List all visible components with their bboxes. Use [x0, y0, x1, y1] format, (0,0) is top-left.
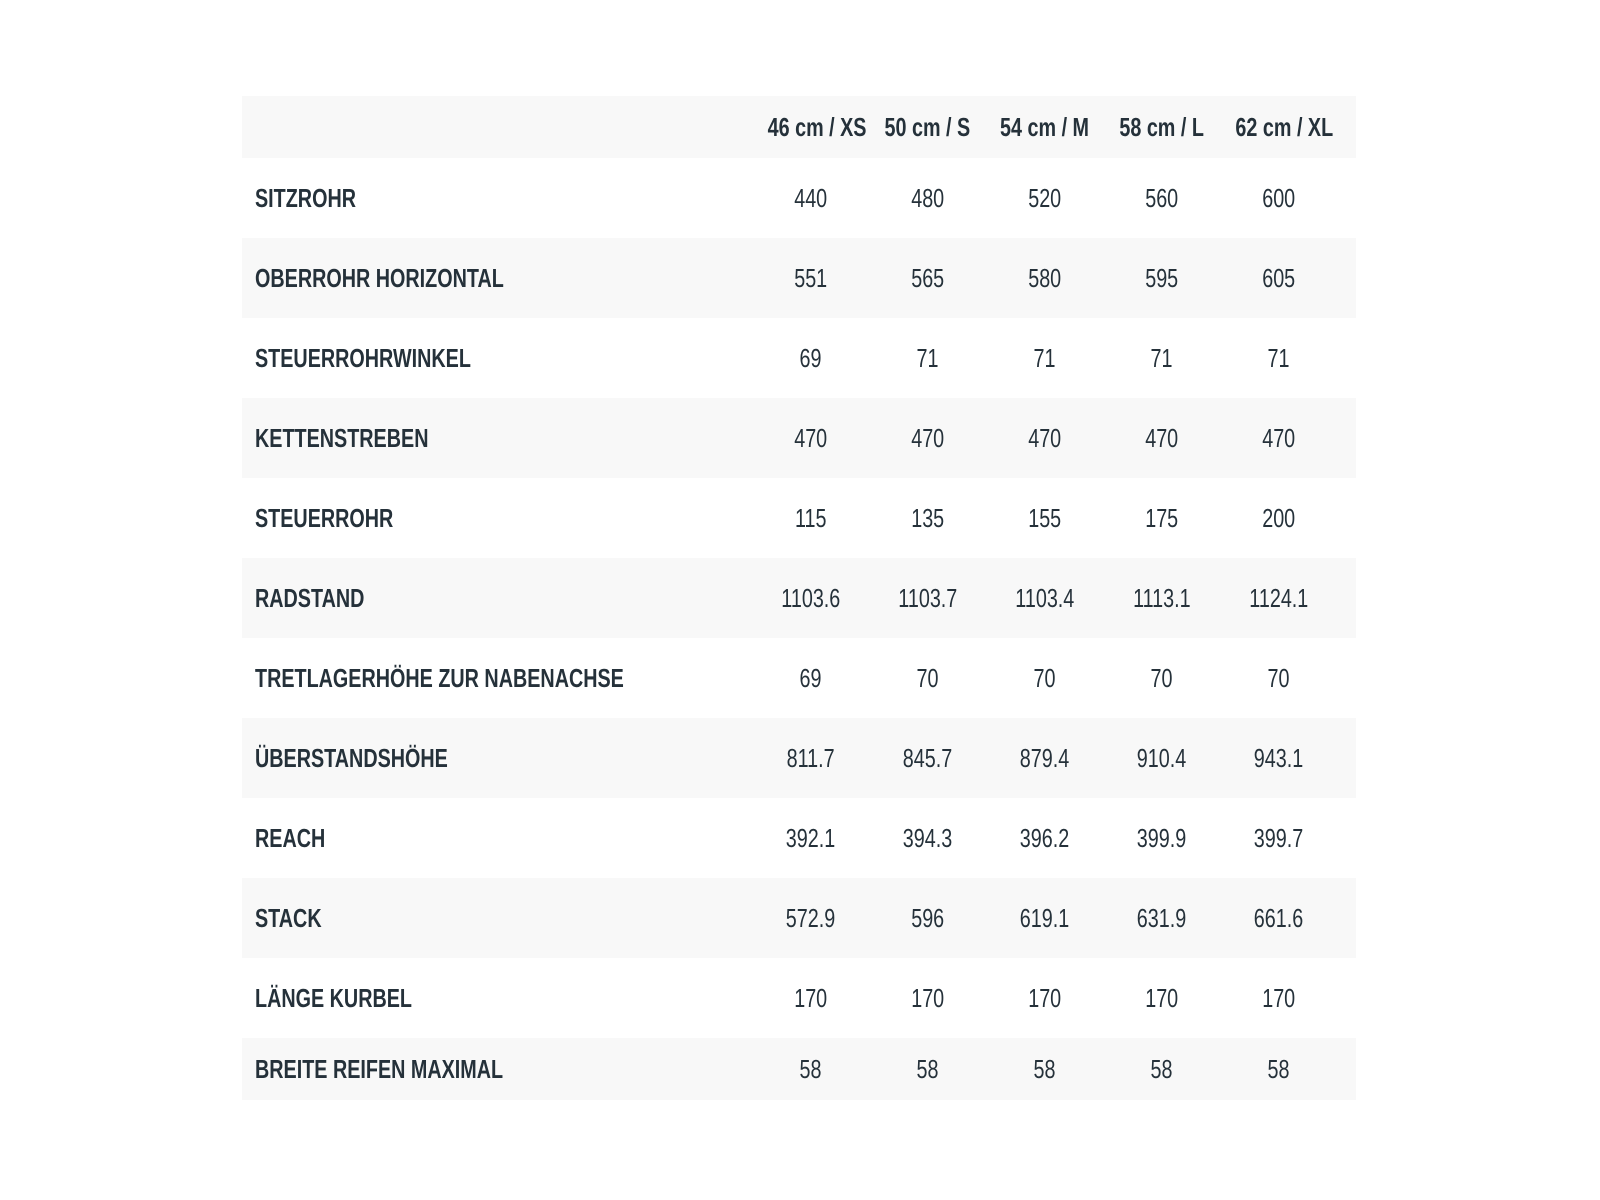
- table-row: [242, 158, 1356, 238]
- value-text: 58: [1033, 1054, 1056, 1084]
- row-label-cell: [242, 585, 752, 611]
- value-cell: [752, 425, 869, 451]
- value-cell: [869, 825, 986, 851]
- value-cell: [986, 345, 1103, 371]
- value-text: 58: [1150, 1054, 1173, 1084]
- value-text: 392.1: [785, 823, 836, 853]
- value-cell: [752, 185, 869, 211]
- value-cell: [1103, 905, 1220, 931]
- value-cell: [1103, 1056, 1220, 1082]
- column-header-label: 58 cm / L: [1119, 112, 1204, 142]
- value-text: 394.3: [902, 823, 953, 853]
- value-cell: [986, 1056, 1103, 1082]
- value-text: 69: [799, 663, 822, 693]
- row-label: TRETLAGERHÖHE ZUR NABENACHSE: [255, 663, 624, 693]
- value-text: 58: [1267, 1054, 1290, 1084]
- row-label-cell: [242, 345, 752, 371]
- row-label: OBERROHR HORIZONTAL: [255, 263, 504, 293]
- table-row: [242, 318, 1356, 398]
- value-cell: [986, 505, 1103, 531]
- value-text: 70: [1033, 663, 1056, 693]
- value-cell: [1103, 425, 1220, 451]
- row-label: SITZROHR: [255, 183, 356, 213]
- value-cell: [1220, 985, 1337, 1011]
- row-label: LÄNGE KURBEL: [255, 983, 412, 1013]
- value-cell: [869, 1056, 986, 1082]
- value-text: 572.9: [785, 903, 836, 933]
- row-label: ÜBERSTANDSHÖHE: [255, 743, 448, 773]
- value-text: 69: [799, 343, 822, 373]
- table-row: [242, 558, 1356, 638]
- row-label: STACK: [255, 903, 322, 933]
- row-label-cell: [242, 825, 752, 851]
- column-header-label: 50 cm / S: [884, 112, 971, 142]
- value-text: 440: [794, 183, 827, 213]
- value-text: 170: [1028, 983, 1061, 1013]
- value-cell: [986, 745, 1103, 771]
- value-cell: [1103, 345, 1220, 371]
- value-cell: [1103, 745, 1220, 771]
- value-cell: [986, 425, 1103, 451]
- row-label-cell: [242, 665, 752, 691]
- column-header-cell: [752, 114, 869, 140]
- value-text: 619.1: [1019, 903, 1070, 933]
- value-text: 565: [911, 263, 944, 293]
- row-label-cell: [242, 905, 752, 931]
- value-cell: [752, 905, 869, 931]
- value-text: 600: [1262, 183, 1295, 213]
- geometry-table: [242, 96, 1356, 1100]
- value-cell: [869, 425, 986, 451]
- value-text: 605: [1262, 263, 1295, 293]
- row-label: STEUERROHR: [255, 503, 394, 533]
- value-text: 71: [1033, 343, 1056, 373]
- value-cell: [1220, 585, 1337, 611]
- value-text: 58: [916, 1054, 939, 1084]
- value-cell: [1220, 425, 1337, 451]
- value-cell: [869, 905, 986, 931]
- value-text: 71: [1267, 343, 1290, 373]
- value-text: 70: [1150, 663, 1173, 693]
- value-cell: [752, 1056, 869, 1082]
- value-text: 399.9: [1136, 823, 1187, 853]
- value-cell: [1220, 905, 1337, 931]
- value-text: 661.6: [1253, 903, 1304, 933]
- value-text: 943.1: [1253, 743, 1304, 773]
- column-header-cell: [1220, 114, 1337, 140]
- row-label-cell: [242, 745, 752, 771]
- value-cell: [752, 585, 869, 611]
- row-label-cell: [242, 185, 752, 211]
- value-text: 200: [1262, 503, 1295, 533]
- value-text: 470: [1028, 423, 1061, 453]
- value-cell: [1220, 345, 1337, 371]
- value-cell: [1103, 665, 1220, 691]
- value-text: 71: [916, 343, 939, 373]
- value-cell: [752, 825, 869, 851]
- value-text: 170: [1262, 983, 1295, 1013]
- value-cell: [752, 985, 869, 1011]
- value-cell: [986, 985, 1103, 1011]
- value-cell: [1103, 825, 1220, 851]
- value-cell: [869, 585, 986, 611]
- value-text: 58: [799, 1054, 822, 1084]
- value-cell: [1103, 985, 1220, 1011]
- value-text: 551: [794, 263, 827, 293]
- value-text: 879.4: [1019, 743, 1070, 773]
- table-row: [242, 958, 1356, 1038]
- value-text: 70: [916, 663, 939, 693]
- value-text: 396.2: [1019, 823, 1070, 853]
- value-text: 470: [911, 423, 944, 453]
- value-text: 520: [1028, 183, 1061, 213]
- value-cell: [752, 345, 869, 371]
- value-text: 1113.1: [1132, 583, 1191, 613]
- value-text: 595: [1145, 263, 1178, 293]
- row-label: KETTENSTREBEN: [255, 423, 429, 453]
- value-text: 811.7: [786, 743, 835, 773]
- value-text: 155: [1028, 503, 1061, 533]
- value-cell: [986, 585, 1103, 611]
- row-label: STEUERROHRWINKEL: [255, 343, 471, 373]
- value-cell: [1220, 1056, 1337, 1082]
- value-text: 470: [1145, 423, 1178, 453]
- row-label-cell: [242, 505, 752, 531]
- value-cell: [1103, 505, 1220, 531]
- value-cell: [986, 265, 1103, 291]
- row-label: RADSTAND: [255, 583, 365, 613]
- row-label-cell: [242, 265, 752, 291]
- value-cell: [1220, 265, 1337, 291]
- table-row: [242, 238, 1356, 318]
- value-text: 170: [1145, 983, 1178, 1013]
- column-header-label: 46 cm / XS: [767, 112, 867, 142]
- value-text: 480: [911, 183, 944, 213]
- value-cell: [1220, 665, 1337, 691]
- value-cell: [752, 745, 869, 771]
- value-cell: [1103, 185, 1220, 211]
- table-row: [242, 718, 1356, 798]
- value-text: 170: [911, 983, 944, 1013]
- value-text: 910.4: [1136, 743, 1187, 773]
- value-text: 580: [1028, 263, 1061, 293]
- value-cell: [869, 665, 986, 691]
- column-header-cell: [1103, 114, 1220, 140]
- table-row: [242, 638, 1356, 718]
- value-cell: [1220, 745, 1337, 771]
- row-label: BREITE REIFEN MAXIMAL: [255, 1054, 504, 1084]
- table-row: [242, 1038, 1356, 1100]
- column-header-label: 54 cm / M: [1000, 112, 1090, 142]
- value-text: 399.7: [1253, 823, 1304, 853]
- value-text: 170: [794, 983, 827, 1013]
- value-cell: [1103, 585, 1220, 611]
- value-text: 470: [1262, 423, 1295, 453]
- value-text: 70: [1267, 663, 1290, 693]
- value-cell: [869, 505, 986, 531]
- value-cell: [1220, 505, 1337, 531]
- row-label: REACH: [255, 823, 326, 853]
- value-cell: [752, 505, 869, 531]
- value-text: 1103.4: [1015, 583, 1074, 613]
- value-cell: [869, 345, 986, 371]
- column-header-cell: [869, 114, 986, 140]
- table-row: [242, 478, 1356, 558]
- value-text: 631.9: [1136, 903, 1187, 933]
- column-header-cell: [986, 114, 1103, 140]
- column-header-label: 62 cm / XL: [1235, 112, 1334, 142]
- value-cell: [986, 665, 1103, 691]
- value-cell: [869, 265, 986, 291]
- value-cell: [869, 985, 986, 1011]
- value-cell: [1103, 265, 1220, 291]
- value-cell: [986, 825, 1103, 851]
- value-text: 470: [794, 423, 827, 453]
- value-text: 845.7: [902, 743, 953, 773]
- value-text: 1103.7: [898, 583, 957, 613]
- value-cell: [986, 185, 1103, 211]
- value-text: 175: [1145, 503, 1178, 533]
- value-cell: [1220, 825, 1337, 851]
- value-cell: [869, 745, 986, 771]
- value-text: 71: [1150, 343, 1173, 373]
- row-label-cell: [242, 1056, 752, 1082]
- value-text: 1103.6: [781, 583, 840, 613]
- table-header-row: [242, 96, 1356, 158]
- table-row: [242, 878, 1356, 958]
- table-row: [242, 798, 1356, 878]
- value-text: 115: [794, 503, 827, 533]
- value-cell: [752, 665, 869, 691]
- value-text: 1124.1: [1249, 583, 1308, 613]
- value-text: 596: [911, 903, 944, 933]
- value-cell: [752, 265, 869, 291]
- row-label-cell: [242, 425, 752, 451]
- row-label-cell: [242, 985, 752, 1011]
- value-text: 135: [911, 503, 944, 533]
- value-cell: [869, 185, 986, 211]
- value-text: 560: [1145, 183, 1178, 213]
- value-cell: [986, 905, 1103, 931]
- table-row: [242, 398, 1356, 478]
- value-cell: [1220, 185, 1337, 211]
